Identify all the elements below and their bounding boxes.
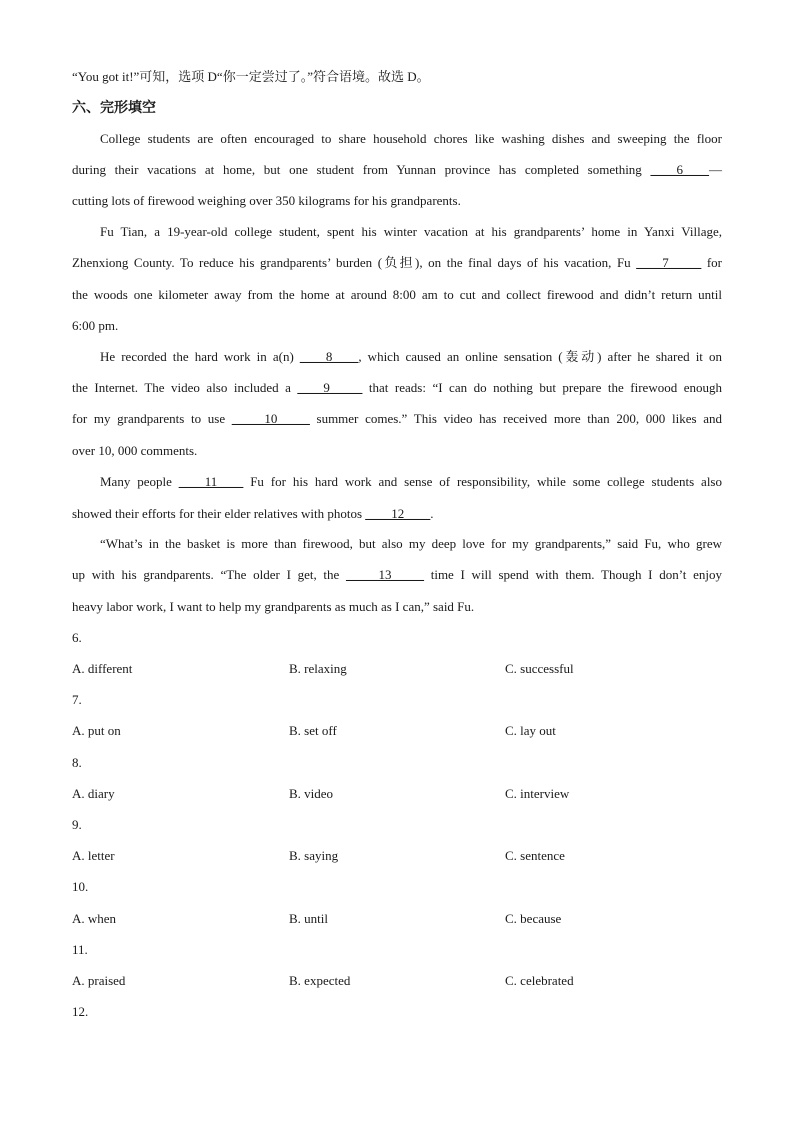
p2-line-4: 6:00 pm. <box>72 318 119 333</box>
section-title: 六、完形填空 <box>72 100 156 116</box>
p2-line-3: the woods one kilometer away from the home at around 8:00 am to cut and collect firewood and didn’t return until <box>72 287 722 302</box>
question-number-7: 7. <box>72 692 82 707</box>
q7-option-a[interactable]: A. put on <box>72 723 121 738</box>
blank-13: _____13_____ <box>346 567 425 582</box>
p1-line-1: College students are often encouraged to share household chores like washing dishes and sweeping the floor <box>100 131 722 146</box>
q11-option-c[interactable]: C. celebrated <box>505 973 574 988</box>
q6-option-b[interactable]: B. relaxing <box>289 661 347 676</box>
p1-line-3: cutting lots of firewood weighing over 350 kilograms for his grandparents. <box>72 193 461 208</box>
blank-7: ____7_____ <box>636 255 702 270</box>
q10-option-b[interactable]: B. until <box>289 911 329 926</box>
p4-line-1: Many people ____11____ Fu for his hard work and sense of responsibility, while some college students also <box>100 474 722 489</box>
p4-line-2: showed their efforts for their elder relatives with photos ____12____. <box>72 506 434 521</box>
intro-line: “You got it!”可知，选项 D“你一定尝过了。”符合语境。故选 D。 <box>72 69 430 84</box>
blank-6: ____6____ <box>650 162 709 177</box>
q8-option-a[interactable]: A. diary <box>72 786 115 801</box>
question-number-10: 10. <box>72 879 89 894</box>
q7-option-b[interactable]: B. set off <box>289 723 337 738</box>
blank-10: _____10_____ <box>231 411 310 426</box>
question-number-9: 9. <box>72 817 82 832</box>
q11-option-a[interactable]: A. praised <box>72 973 126 988</box>
q10-option-c[interactable]: C. because <box>505 911 562 926</box>
p2-line-1: Fu Tian, a 19-year-old college student, spent his winter vacation at his grandparents’ home in Yanxi Village, <box>100 224 722 239</box>
q7-option-c[interactable]: C. lay out <box>505 723 556 738</box>
p3-line-2: the Internet. The video also included a ____9_____ that reads: “I can do nothing but prepare the firewood enough <box>72 380 722 395</box>
p5-line-2: up with his grandparents. “The older I get, the _____13_____ time I will spend with them. Though I don’t enjoy <box>72 567 722 582</box>
question-number-12: 12. <box>72 1004 89 1019</box>
q8-option-b[interactable]: B. video <box>289 786 334 801</box>
p2-line-2: Zhenxiong County. To reduce his grandparents’ burden (负担), on the final days of his vacation, Fu ____7_____ for <box>72 255 722 270</box>
q8-option-c[interactable]: C. interview <box>505 786 570 801</box>
question-number-6: 6. <box>72 630 82 645</box>
p5-line-3: heavy labor work, I want to help my grandparents as much as I can,” said Fu. <box>72 599 475 614</box>
q6-option-a[interactable]: A. different <box>72 661 133 676</box>
p5-line-1: “What’s in the basket is more than firewood, but also my deep love for my grandparents,” said Fu, who grew <box>100 536 722 551</box>
blank-11: ____11____ <box>178 474 244 489</box>
q9-option-a[interactable]: A. letter <box>72 848 115 863</box>
p3-line-3: for my grandparents to use _____10_____ summer comes.” This video has received more than 200, 000 likes and <box>72 411 722 426</box>
p3-line-1: He recorded the hard work in a(n) ____8____, which caused an online sensation (轰动) after he shared it on <box>100 349 722 364</box>
q10-option-a[interactable]: A. when <box>72 911 117 926</box>
q9-option-b[interactable]: B. saying <box>289 848 339 863</box>
question-number-11: 11. <box>72 942 88 957</box>
q6-option-c[interactable]: C. successful <box>505 661 574 676</box>
p1-line-2: during their vacations at home, but one student from Yunnan province has completed something ____6____— <box>72 162 722 177</box>
blank-9: ____9_____ <box>297 380 363 395</box>
blank-8: ____8____ <box>299 349 359 364</box>
p3-line-4: over 10, 000 comments. <box>72 443 198 458</box>
question-number-8: 8. <box>72 755 82 770</box>
q11-option-b[interactable]: B. expected <box>289 973 351 988</box>
blank-12: ____12____ <box>365 506 431 521</box>
q9-option-c[interactable]: C. sentence <box>505 848 565 863</box>
